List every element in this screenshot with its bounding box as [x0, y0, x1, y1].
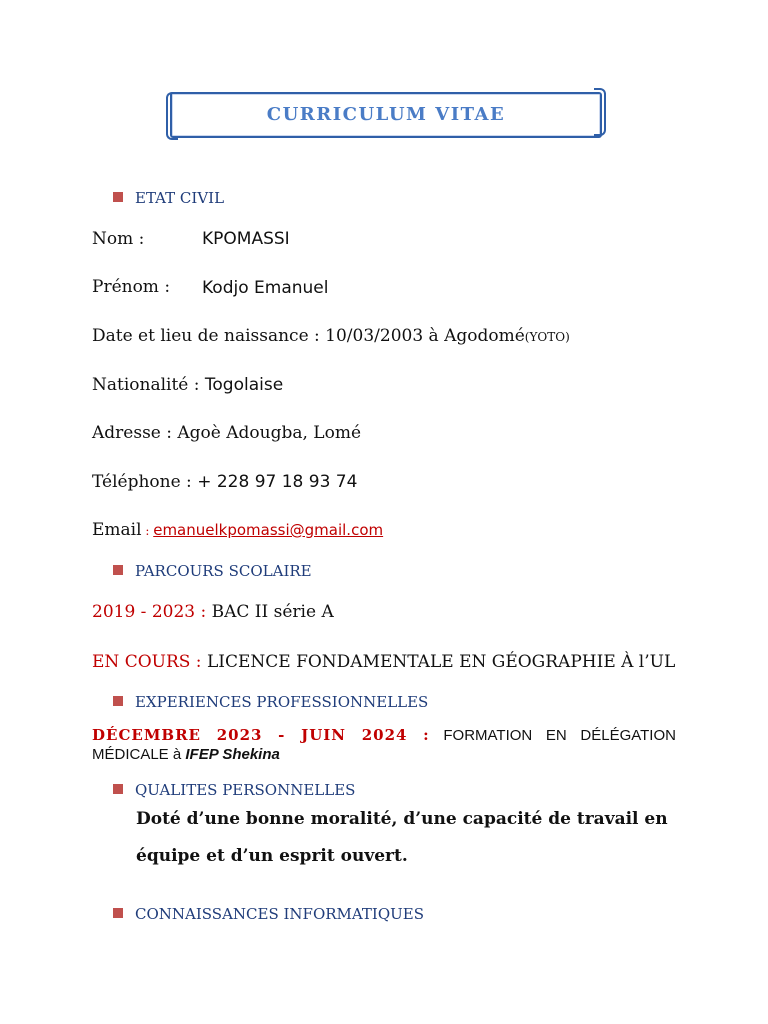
experience-line-1	[92, 726, 676, 745]
section-title: CONNAISSANCES INFORMATIQUES	[135, 905, 425, 923]
naissance-row	[92, 326, 570, 346]
section-parcours	[113, 562, 312, 580]
naissance-extra: (YOTO)	[524, 330, 570, 344]
square-bullet-icon	[113, 908, 123, 918]
title-banner	[170, 92, 602, 138]
nom-label: Nom :	[92, 229, 145, 249]
experience-prefix: MÉDICALE à	[92, 746, 182, 763]
parcours-date: 2019 - 2023 :	[92, 602, 207, 622]
qualites-line-1: Doté d’une bonne moralité, d’une capacité de travail en	[136, 809, 668, 829]
qualites-line-2: équipe et d’un esprit ouvert.	[136, 846, 408, 866]
prenom-row	[92, 277, 170, 297]
section-title: PARCOURS SCOLAIRE	[135, 562, 312, 580]
adresse-row: Adresse : Agoè Adougba, Lomé	[92, 423, 362, 443]
parcours-date: EN COURS :	[92, 652, 202, 672]
section-title: QUALITES PERSONNELLES	[135, 781, 356, 799]
section-experiences	[113, 693, 428, 711]
page-title: CURRICULUM VITAE	[266, 104, 506, 125]
experience-line-2	[92, 746, 280, 763]
prenom-value: Kodjo Emanuel	[202, 278, 329, 298]
telephone-value: + 228 97 18 93 74	[197, 472, 358, 492]
nom-value: KPOMASSI	[202, 229, 290, 249]
experience-date: DÉCEMBRE 2023 - JUIN 2024 :	[92, 726, 430, 744]
parcours-item-2	[92, 652, 675, 672]
naissance-text: Date et lieu de naissance : 10/03/2003 à Agodomé	[92, 326, 525, 346]
email-link[interactable]: emanuelkpomassi@gmail.com	[153, 521, 384, 539]
nom-row	[92, 229, 144, 249]
nationalite-label: Nationalité :	[92, 375, 200, 395]
section-informatique	[113, 905, 424, 923]
telephone-label: Téléphone :	[92, 472, 192, 492]
section-title: EXPERIENCES PROFESSIONNELLES	[135, 693, 429, 711]
nationalite-value: Togolaise	[204, 375, 284, 395]
square-bullet-icon	[113, 696, 123, 706]
email-label: Email	[92, 520, 142, 540]
section-etat-civil	[113, 189, 224, 207]
square-bullet-icon	[113, 565, 123, 575]
section-qualites	[113, 781, 355, 799]
square-bullet-icon	[113, 192, 123, 202]
email-row	[92, 520, 383, 540]
parcours-value: LICENCE FONDAMENTALE EN GÉOGRAPHIE À l’UL	[206, 652, 676, 672]
prenom-label: Prénom :	[92, 277, 171, 297]
section-title: ETAT CIVIL	[135, 189, 225, 207]
parcours-item-1	[92, 602, 334, 622]
experience-title: FORMATION EN DÉLÉGATION	[443, 727, 676, 744]
square-bullet-icon	[113, 784, 123, 794]
nationalite-row	[92, 375, 283, 395]
telephone-row	[92, 472, 357, 492]
experience-place: IFEP Shekina	[185, 746, 280, 763]
email-separator: :	[141, 524, 154, 538]
parcours-value: BAC II série A	[211, 602, 334, 622]
